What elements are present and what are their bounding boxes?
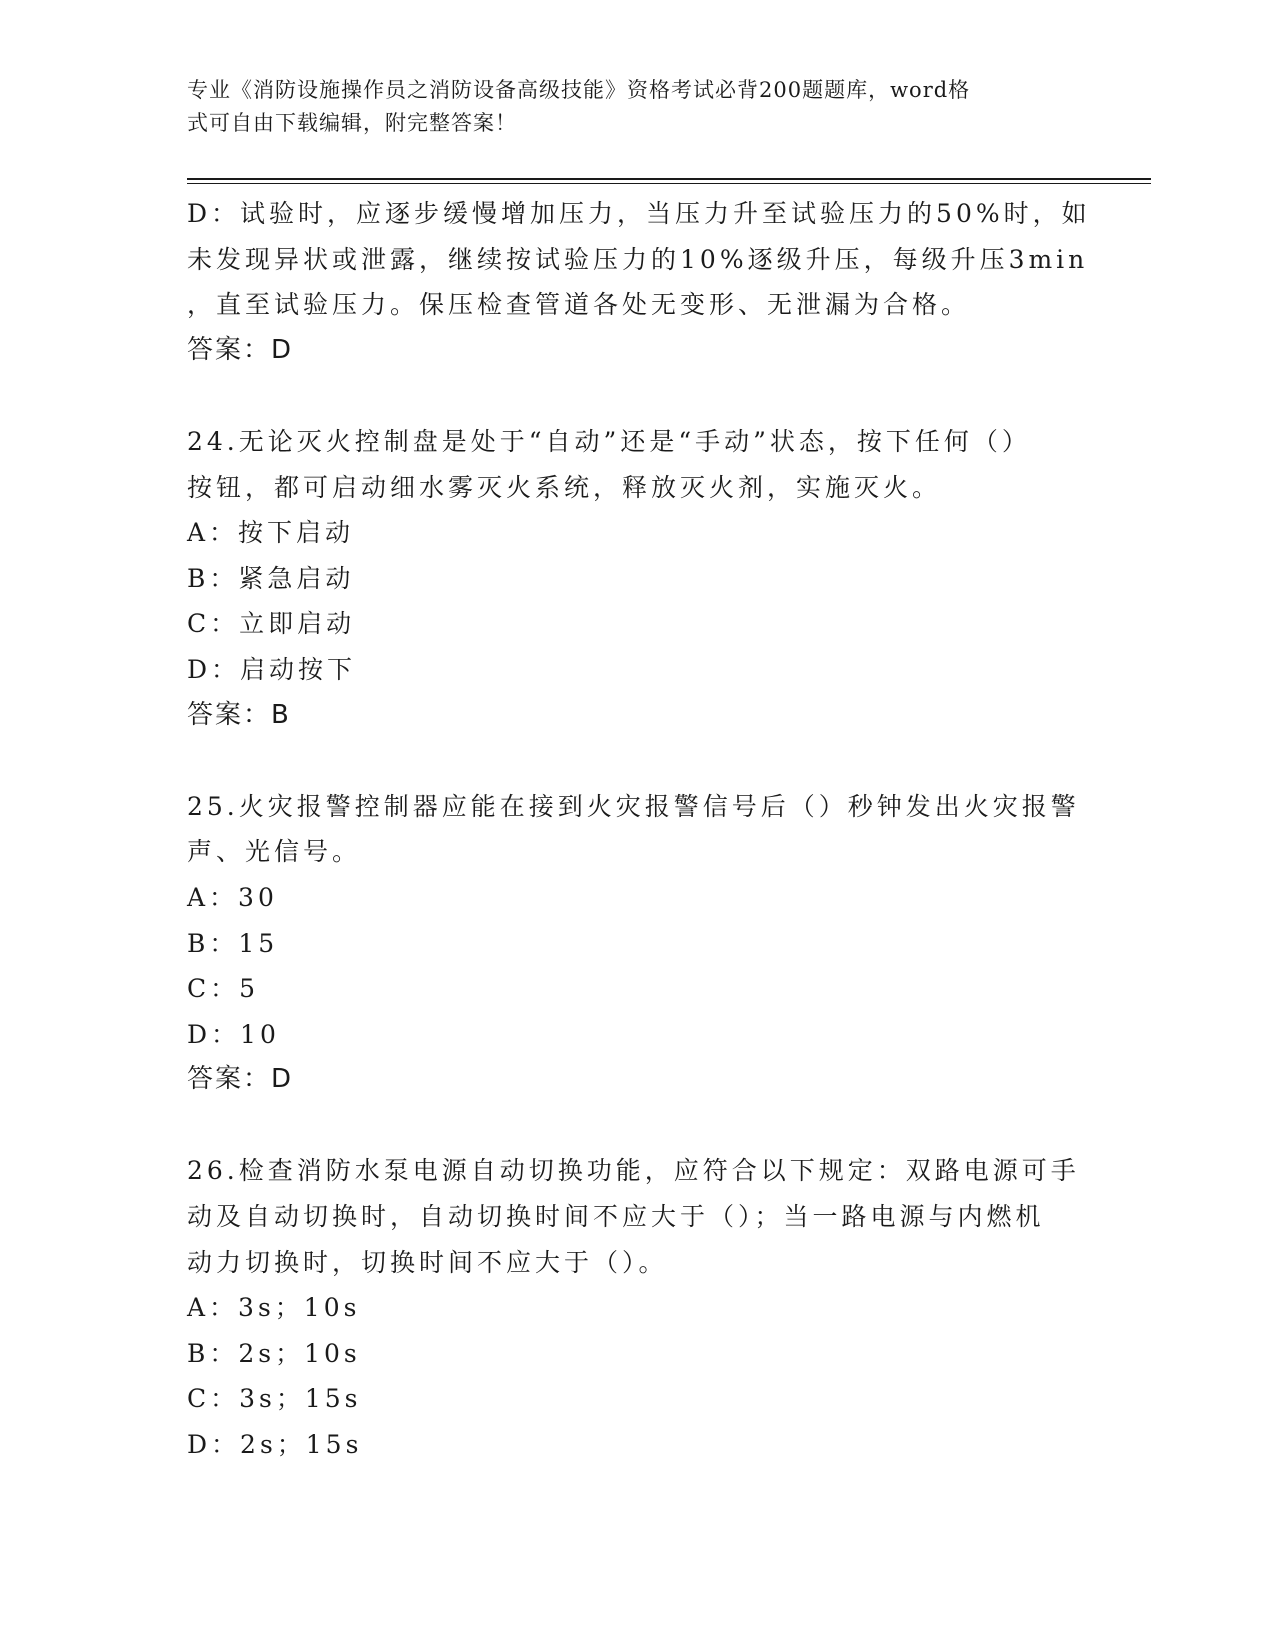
option-d: D：启动按下 (187, 654, 357, 684)
option-c: C：3s；15s (187, 1384, 362, 1414)
header-rule-thick (187, 178, 1151, 180)
option-d: D：10 (187, 1019, 280, 1049)
option-a: A：30 (187, 882, 278, 912)
question-stem-line: 24.无论灭火控制盘是处于“自动”还是“手动”状态，按下任何（） (187, 426, 1031, 456)
option-d: D：2s；15s (187, 1430, 363, 1460)
option-d-line: ，直至试验压力。保压检查管道各处无变形、无泄漏为合格。 (187, 290, 971, 320)
question-24 (187, 419, 1067, 738)
option-d-line: D：试验时，应逐步缓慢增加压力，当压力升至试验压力的50%时，如 (187, 199, 1091, 228)
header-title-line-2: 式可自由下载编辑，附完整答案！ (187, 111, 517, 135)
question-spacer (187, 1103, 1067, 1149)
option-b: B：2s；10s (187, 1338, 361, 1368)
option-a: A：按下启动 (187, 518, 355, 548)
question-stem-line: 声、光信号。 (187, 837, 362, 867)
option-c: C：5 (187, 974, 260, 1004)
question-spacer (187, 373, 1067, 419)
answer-label: 答案：D (187, 1064, 294, 1095)
question-spacer (187, 738, 1067, 784)
question-25 (187, 784, 1080, 1103)
option-a: A：3s；10s (187, 1293, 361, 1323)
answer-label: 答案：B (187, 699, 291, 730)
question-stem-line: 26.检查消防水泵电源自动切换功能，应符合以下规定：双路电源可手 (187, 1156, 1080, 1186)
header-rule-thin (187, 183, 1151, 184)
option-b: B：15 (187, 928, 279, 958)
question-stem-line: 25.火灾报警控制器应能在接到火灾报警信号后（）秒钟发出火灾报警 (187, 791, 1080, 821)
option-d-line: 未发现异状或泄露，继续按试验压力的10%逐级升压，每级升压3min (187, 244, 1089, 274)
previous-question-tail (187, 191, 1091, 373)
option-b: B：紧急启动 (187, 563, 355, 593)
answer-label: 答案：D (187, 334, 294, 365)
header-title-line-1: 专业《消防设施操作员之消防设备高级技能》资格考试必背200题题库，word格 (187, 78, 971, 102)
option-c: C：立即启动 (187, 609, 356, 639)
question-stem-line: 动力切换时，切换时间不应大于（）。 (187, 1247, 668, 1277)
question-stem-line: 按钮，都可启动细水雾灭火系统，释放灭火剂，实施灭火。 (187, 472, 942, 502)
question-list (187, 191, 1091, 1468)
question-26 (187, 1148, 1080, 1467)
document-header (187, 74, 1067, 140)
question-stem-line: 动及自动切换时，自动切换时间不应大于（）；当一路电源与内燃机 (187, 1202, 1045, 1232)
